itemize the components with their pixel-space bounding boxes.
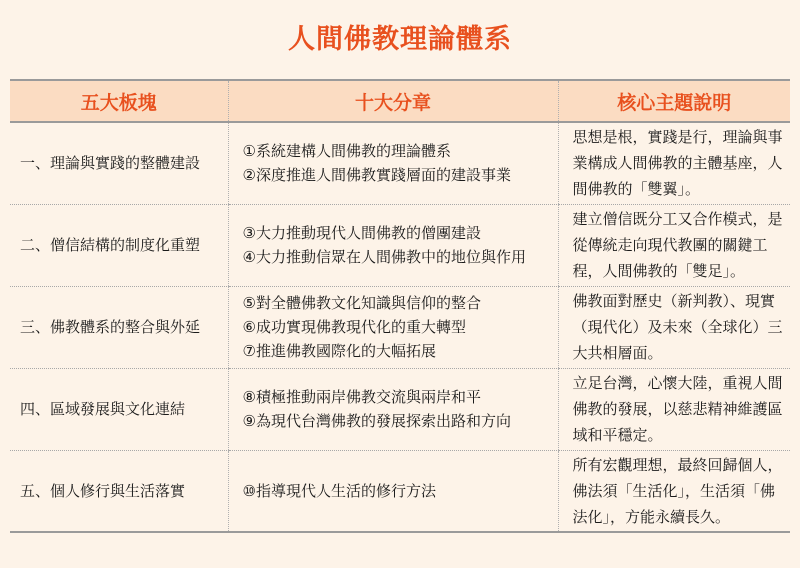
table-row: [10, 368, 790, 450]
table-header-row: [10, 80, 790, 122]
table-row: [10, 286, 790, 368]
chapter-item: ⑦推進佛教國際化的大幅拓展: [242, 342, 436, 360]
section-cell: 三、佛教體系的整合與外延: [10, 286, 228, 368]
chapter-item: ⑤對全體佛教文化知識與信仰的整合: [242, 294, 481, 312]
theme-note-cell: 所有宏觀理想，最終回歸個人，佛法須「生活化」，生活須「佛法化」，方能永續長久。: [558, 450, 790, 532]
table-row: [10, 450, 790, 532]
chapters-cell: [228, 286, 558, 368]
page-title: 人間佛教理論體系: [288, 24, 512, 55]
table-row: [10, 122, 790, 204]
chapter-item: ⑨為現代台灣佛教的發展探索出路和方向: [242, 412, 511, 430]
header-chapters: 十大分章: [228, 80, 558, 122]
section-cell: 五、個人修行與生活落實: [10, 450, 228, 532]
header-sections: 五大板塊: [10, 80, 228, 122]
section-cell: 四、區域發展與文化連結: [10, 368, 228, 450]
chapters-cell: [228, 450, 558, 532]
header-core-theme: 核心主題說明: [558, 80, 790, 122]
chapter-item: ②深度推進人間佛教實踐層面的建設事業: [242, 166, 511, 185]
theme-note-cell: 建立僧信既分工又合作模式，是從傳統走向現代教團的關鍵工程，人間佛教的「雙足」。: [558, 204, 790, 286]
chapters-cell: [228, 204, 558, 286]
section-cell: 一、理論與實踐的整體建設: [10, 122, 228, 204]
section-cell: 二、僧信結構的制度化重塑: [10, 204, 228, 286]
chapters-cell: [228, 368, 558, 450]
theme-note-cell: 佛教面對歷史（新判教）、現實（現代化）及未來（全球化）三大共相層面。: [558, 286, 790, 368]
theory-system-table: [10, 79, 790, 533]
theme-note-cell: 立足台灣，心懷大陸，重視人間佛教的發展，以慈悲精神維護區域和平穩定。: [558, 368, 790, 450]
chapter-item: ⑥成功實現佛教現代化的重大轉型: [242, 318, 466, 336]
chapter-item: ⑩指導現代人生活的修行方法: [242, 481, 436, 500]
chapters-cell: [228, 122, 558, 204]
chapter-item: ①系統建構人間佛教的理論體系: [242, 142, 451, 161]
table-row: [10, 204, 790, 286]
chapter-item: ③大力推動現代人間佛教的僧團建設: [242, 224, 481, 242]
theme-note-cell: 思想是根，實踐是行，理論與事業構成人間佛教的主體基座，人間佛教的「雙翼」。: [558, 122, 790, 204]
chapter-item: ④大力推動信眾在人間佛教中的地位與作用: [242, 248, 526, 266]
chapter-item: ⑧積極推動兩岸佛教交流與兩岸和平: [242, 388, 481, 406]
